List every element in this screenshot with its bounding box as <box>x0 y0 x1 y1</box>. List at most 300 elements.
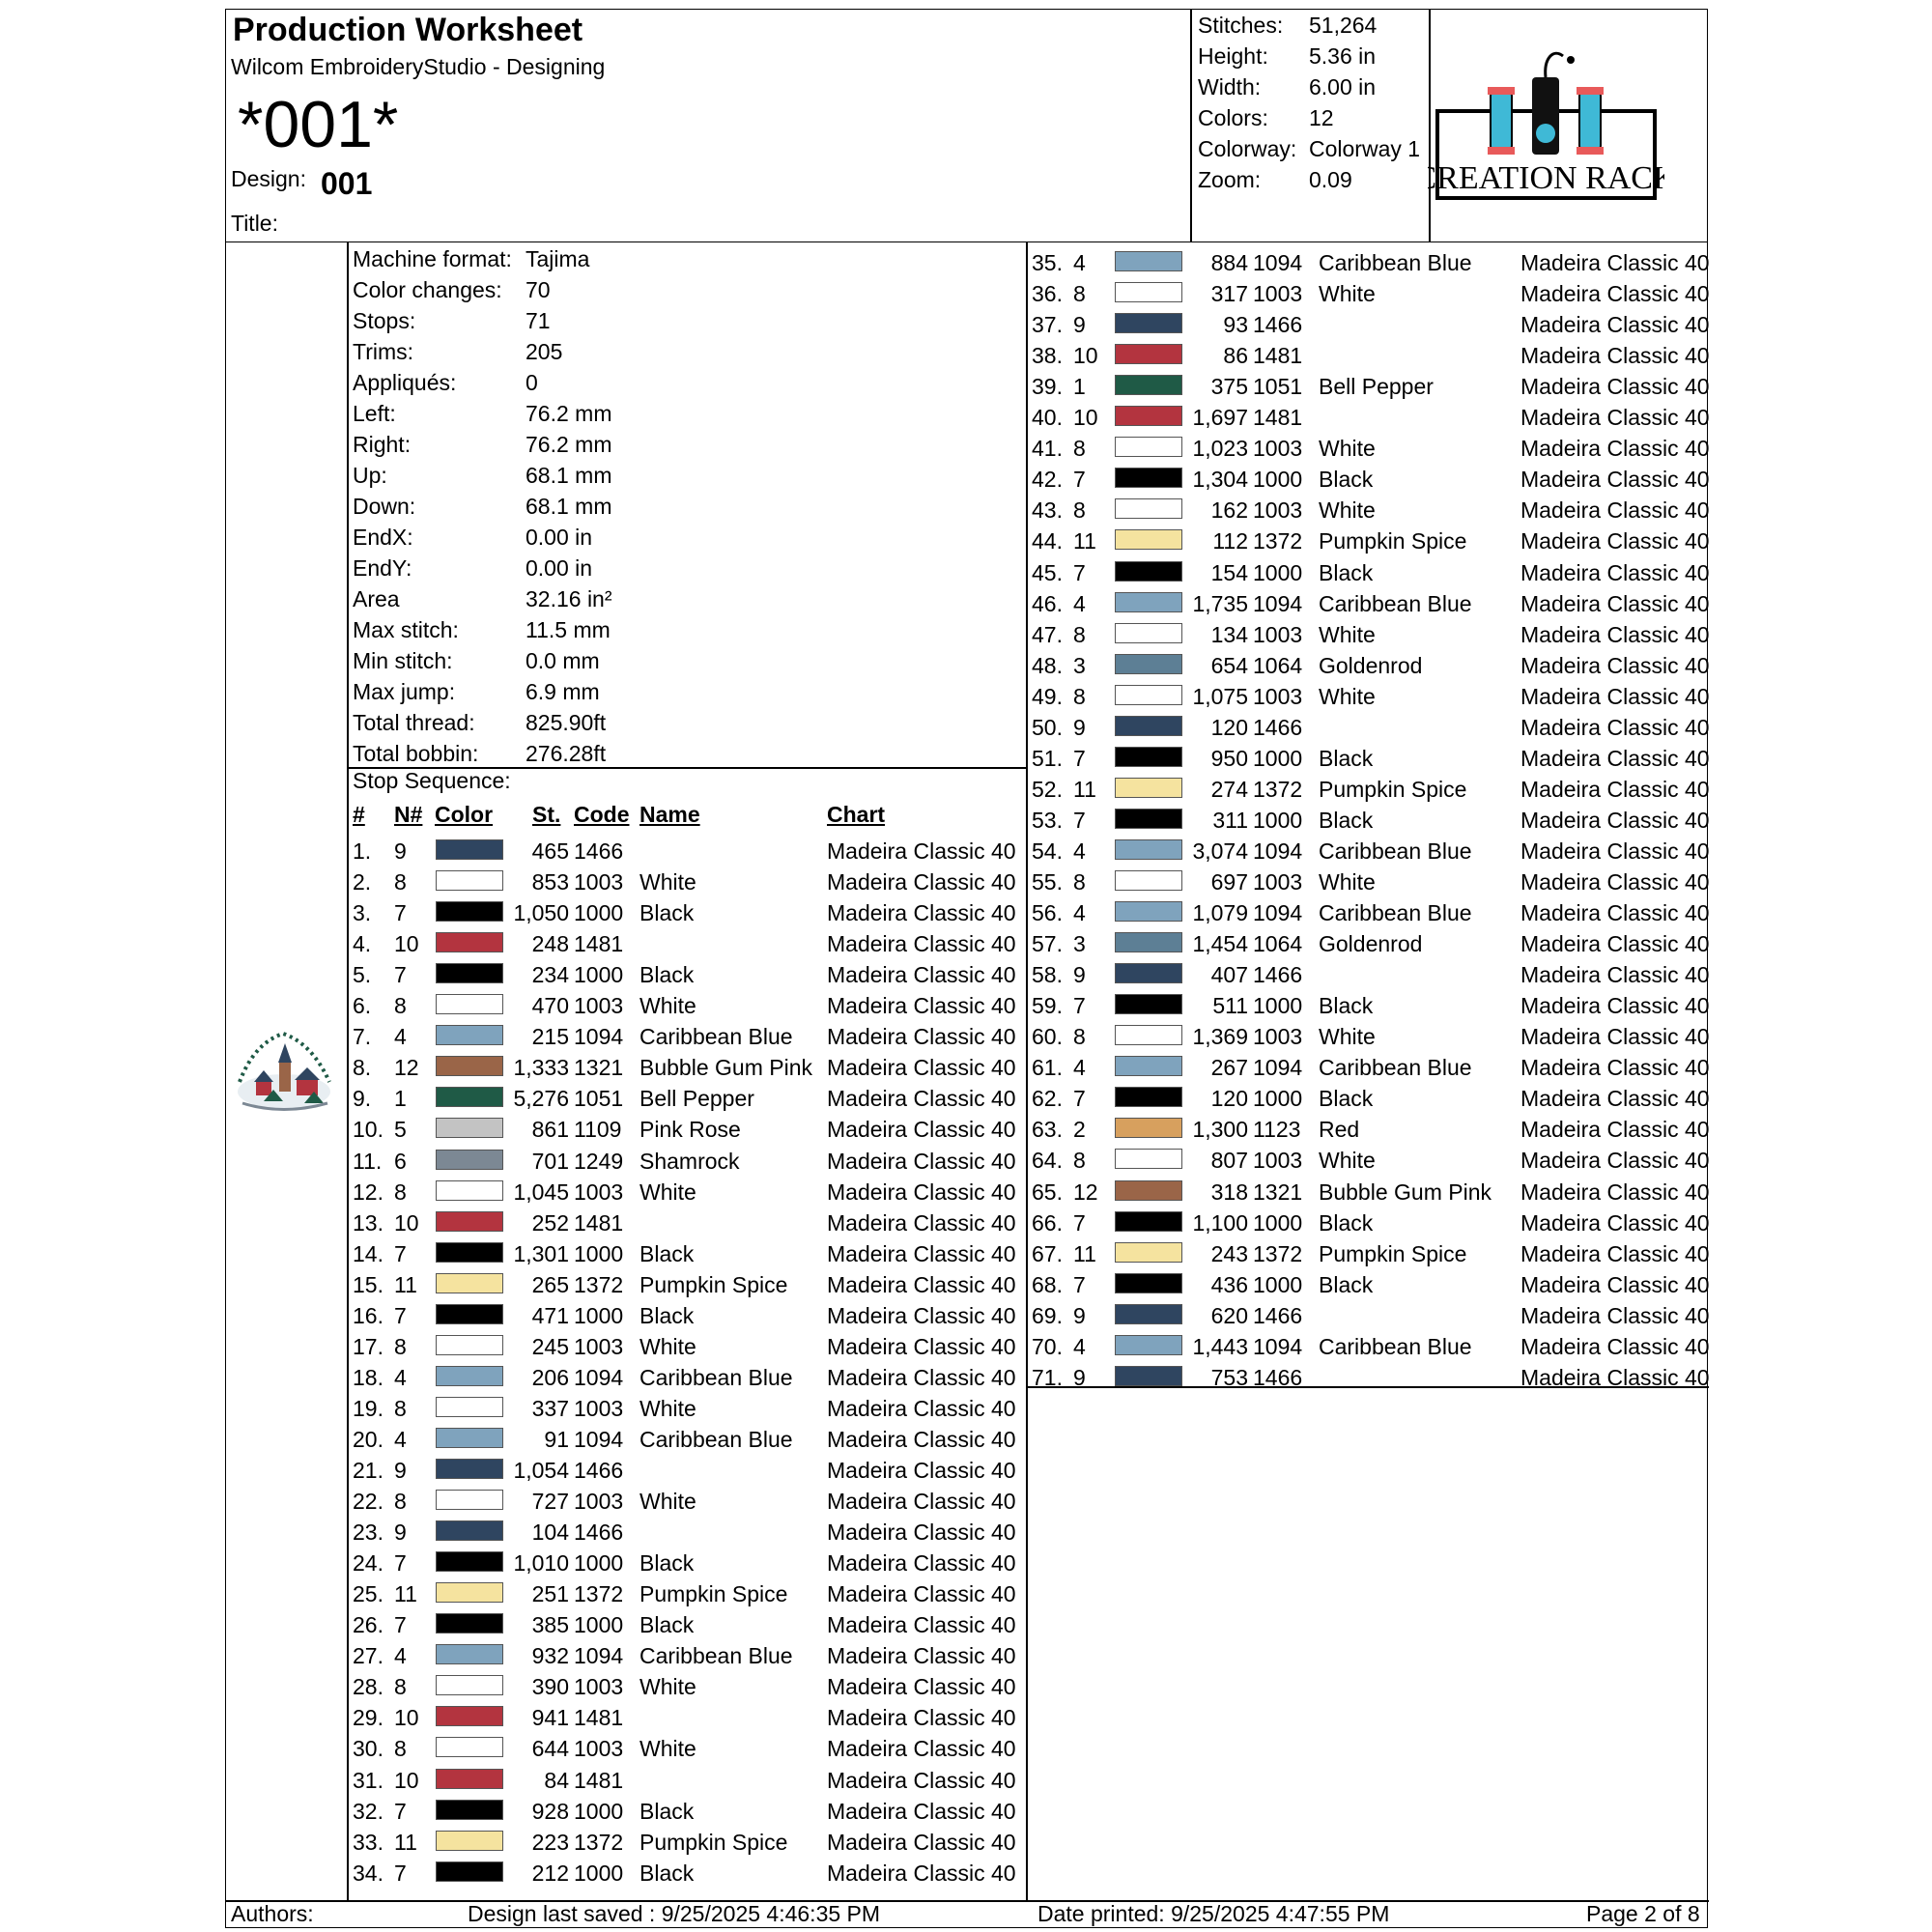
needle-number: 3 <box>1073 931 1086 957</box>
thread-chart: Madeira Classic 40 <box>1520 745 1710 771</box>
color-swatch <box>1115 716 1182 736</box>
stitch-count: 212 <box>531 1860 569 1886</box>
thread-name: Caribbean Blue <box>639 1426 793 1452</box>
thread-name: Black <box>639 1860 695 1886</box>
stitch-count: 1,443 <box>1192 1333 1248 1359</box>
color-swatch <box>436 1397 503 1417</box>
thread-name: Black <box>1319 745 1374 771</box>
thread-name: Caribbean Blue <box>639 1364 793 1390</box>
thread-chart: Madeira Classic 40 <box>827 1674 1016 1700</box>
stitch-count: 511 <box>1212 993 1248 1019</box>
stop-number: 30. <box>353 1736 384 1762</box>
stitch-count: 248 <box>531 931 569 957</box>
thread-name: Caribbean Blue <box>1319 900 1472 926</box>
needle-number: 7 <box>394 1550 407 1577</box>
needle-number: 9 <box>394 838 407 864</box>
thread-chart: Madeira Classic 40 <box>1520 250 1710 275</box>
color-swatch <box>1115 1180 1182 1201</box>
needle-number: 8 <box>1073 1148 1086 1174</box>
stop-number: 59. <box>1032 993 1063 1019</box>
thread-name: Shamrock <box>639 1148 740 1174</box>
stop-number: 62. <box>1032 1086 1063 1112</box>
thread-code: 1372 <box>574 1581 624 1607</box>
stop-number: 42. <box>1032 467 1063 493</box>
needle-number: 8 <box>394 1489 407 1515</box>
stop-number: 19. <box>353 1395 384 1421</box>
needle-number: 8 <box>394 1395 407 1421</box>
thread-name: Black <box>1319 1271 1374 1297</box>
stitch-count: 245 <box>531 1333 569 1359</box>
stop-number: 28. <box>353 1674 384 1700</box>
needle-number: 8 <box>1073 869 1086 895</box>
needle-number: 8 <box>394 869 407 895</box>
stitch-count: 1,054 <box>513 1458 569 1483</box>
stitch-count: 120 <box>1210 1086 1248 1112</box>
stop-number: 22. <box>353 1489 384 1515</box>
thread-code: 1094 <box>1253 838 1303 864</box>
thread-chart: Madeira Classic 40 <box>1520 343 1710 369</box>
thread-code: 1000 <box>574 1798 624 1824</box>
stitch-count: 112 <box>1212 528 1248 554</box>
stop-number: 68. <box>1032 1271 1063 1297</box>
thread-name: Pumpkin Spice <box>639 1271 788 1297</box>
stitch-count: 932 <box>531 1643 569 1669</box>
stitch-count: 317 <box>1210 281 1248 307</box>
color-swatch <box>1115 468 1182 488</box>
thread-name: Black <box>639 1240 695 1266</box>
design-label: Design: <box>231 166 306 191</box>
stitch-count: 104 <box>531 1520 569 1546</box>
color-swatch <box>436 932 503 952</box>
thread-chart: Madeira Classic 40 <box>1520 869 1710 895</box>
col-header-stitches: St. <box>532 802 561 827</box>
info-row: Stops: 71 <box>353 308 551 333</box>
thread-chart: Madeira Classic 40 <box>1520 900 1710 926</box>
thread-chart: Madeira Classic 40 <box>827 962 1016 988</box>
thread-chart: Madeira Classic 40 <box>1520 374 1710 400</box>
thread-chart: Madeira Classic 40 <box>1520 1055 1710 1081</box>
stitch-count: 853 <box>531 869 569 895</box>
needle-number: 4 <box>394 1364 407 1390</box>
thread-code: 1466 <box>1253 1302 1303 1328</box>
needle-number: 8 <box>1073 436 1086 462</box>
color-swatch <box>436 963 503 983</box>
needle-number: 11 <box>1073 528 1096 554</box>
thread-code: 1249 <box>574 1148 624 1174</box>
thread-chart: Madeira Classic 40 <box>1520 1148 1710 1174</box>
thread-chart: Madeira Classic 40 <box>827 1520 1016 1546</box>
stitch-count: 471 <box>531 1302 569 1328</box>
thread-code: 1003 <box>574 1395 624 1421</box>
thread-chart: Madeira Classic 40 <box>827 1550 1016 1577</box>
color-swatch <box>1115 685 1182 705</box>
thread-chart: Madeira Classic 40 <box>827 1860 1016 1886</box>
thread-code: 1003 <box>574 1179 624 1205</box>
stitch-count: 243 <box>1210 1240 1248 1266</box>
thread-chart: Madeira Classic 40 <box>1520 312 1710 338</box>
color-swatch <box>1115 1149 1182 1169</box>
info-row: Trims: 205 <box>353 339 563 364</box>
color-swatch <box>436 1211 503 1232</box>
thread-code: 1094 <box>1253 1333 1303 1359</box>
stitch-count: 1,300 <box>1192 1117 1248 1143</box>
color-swatch <box>436 1706 503 1726</box>
col-header-needle: N# <box>394 802 423 827</box>
needle-number: 9 <box>394 1458 407 1483</box>
stitch-count: 93 <box>1223 312 1248 338</box>
thread-chart: Madeira Classic 40 <box>827 1643 1016 1669</box>
thread-name: Black <box>1319 467 1374 493</box>
color-swatch <box>1115 1025 1182 1045</box>
color-swatch <box>1115 1366 1182 1386</box>
stitch-count: 5,276 <box>513 1086 569 1112</box>
stitch-count: 470 <box>531 993 569 1019</box>
thread-code: 1466 <box>1253 1364 1303 1390</box>
thread-name: White <box>1319 436 1376 462</box>
stitch-count: 234 <box>531 962 569 988</box>
stitch-count: 1,100 <box>1192 1209 1248 1236</box>
needle-number: 8 <box>1073 281 1086 307</box>
thread-name: White <box>1319 621 1376 647</box>
stitch-count: 3,074 <box>1192 838 1248 864</box>
thread-code: 1003 <box>574 1674 624 1700</box>
stitch-count: 251 <box>531 1581 569 1607</box>
thread-chart: Madeira Classic 40 <box>1520 993 1710 1019</box>
thread-chart: Madeira Classic 40 <box>1520 962 1710 988</box>
stop-number: 48. <box>1032 652 1063 678</box>
stitch-count: 941 <box>531 1705 569 1731</box>
design-value: 001 <box>321 166 373 201</box>
color-swatch <box>436 1056 503 1076</box>
needle-number: 9 <box>1073 1302 1086 1328</box>
thread-chart: Madeira Classic 40 <box>827 993 1016 1019</box>
stop-number: 61. <box>1032 1055 1063 1081</box>
stitch-count: 1,454 <box>1192 931 1248 957</box>
col-header-num: # <box>353 802 365 827</box>
stitch-count: 318 <box>1210 1179 1248 1205</box>
thread-code: 1372 <box>1253 1240 1303 1266</box>
stitch-count: 1,697 <box>1192 405 1248 431</box>
needle-number: 9 <box>1073 714 1086 740</box>
thread-code: 1000 <box>1253 559 1303 585</box>
stitch-count: 390 <box>531 1674 569 1700</box>
needle-number: 7 <box>1073 745 1086 771</box>
thread-code: 1003 <box>1253 1148 1303 1174</box>
needle-number: 2 <box>1073 1117 1086 1143</box>
thread-code: 1000 <box>574 1240 624 1266</box>
thread-chart: Madeira Classic 40 <box>1520 1302 1710 1328</box>
thread-name: Pumpkin Spice <box>639 1829 788 1855</box>
color-swatch <box>1115 592 1182 612</box>
stop-number: 67. <box>1032 1240 1063 1266</box>
stop-number: 20. <box>353 1426 384 1452</box>
thread-chart: Madeira Classic 40 <box>827 1209 1016 1236</box>
color-swatch <box>436 1304 503 1324</box>
stop-number: 45. <box>1032 559 1063 585</box>
color-swatch <box>1115 839 1182 860</box>
info-row: Min stitch: 0.0 mm <box>353 648 600 673</box>
thread-code: 1466 <box>1253 714 1303 740</box>
thread-code: 1003 <box>574 869 624 895</box>
thread-code: 1372 <box>574 1271 624 1297</box>
stop-number: 35. <box>1032 250 1063 275</box>
stitch-count: 1,735 <box>1192 590 1248 616</box>
stop-number: 51. <box>1032 745 1063 771</box>
stop-sequence-label: Stop Sequence: <box>353 768 511 793</box>
thread-name: White <box>1319 1024 1376 1050</box>
thread-code: 1003 <box>1253 869 1303 895</box>
stop-number: 69. <box>1032 1302 1063 1328</box>
thread-code: 1003 <box>574 1489 624 1515</box>
color-swatch <box>1115 282 1182 302</box>
stitch-count: 436 <box>1210 1271 1248 1297</box>
needle-number: 8 <box>394 993 407 1019</box>
needle-number: 7 <box>1073 559 1086 585</box>
thread-name: Caribbean Blue <box>639 1643 793 1669</box>
thread-name: Caribbean Blue <box>1319 1333 1472 1359</box>
thread-code: 1051 <box>1253 374 1303 400</box>
info-row: Area 32.16 in² <box>353 586 612 611</box>
color-swatch <box>1115 654 1182 674</box>
stop-number: 57. <box>1032 931 1063 957</box>
stitch-count: 1,369 <box>1192 1024 1248 1050</box>
stitch-count: 337 <box>531 1395 569 1421</box>
thread-code: 1094 <box>1253 900 1303 926</box>
thread-name: White <box>639 993 696 1019</box>
thread-name: White <box>639 1395 696 1421</box>
thread-name: White <box>639 1489 696 1515</box>
needle-number: 8 <box>1073 683 1086 709</box>
thread-name: White <box>1319 1148 1376 1174</box>
stitch-count: 620 <box>1210 1302 1248 1328</box>
thread-name: White <box>1319 869 1376 895</box>
info-row: Max jump: 6.9 mm <box>353 679 600 704</box>
thread-chart: Madeira Classic 40 <box>1520 776 1710 802</box>
stop-number: 3. <box>353 900 372 926</box>
color-swatch <box>1115 870 1182 891</box>
stop-number: 52. <box>1032 776 1063 802</box>
stop-number: 7. <box>353 1024 372 1050</box>
needle-number: 7 <box>1073 807 1086 833</box>
thread-chart: Madeira Classic 40 <box>827 1798 1016 1824</box>
thread-name: Goldenrod <box>1319 931 1423 957</box>
thread-chart: Madeira Classic 40 <box>827 1148 1016 1174</box>
column-divider <box>1026 242 1028 1901</box>
color-swatch <box>436 1273 503 1293</box>
stop-number: 29. <box>353 1705 384 1731</box>
needle-number: 5 <box>394 1117 407 1143</box>
info-row: Up: 68.1 mm <box>353 463 612 488</box>
thread-code: 1003 <box>1253 621 1303 647</box>
thread-chart: Madeira Classic 40 <box>1520 931 1710 957</box>
thread-chart: Madeira Classic 40 <box>827 1271 1016 1297</box>
thread-code: 1051 <box>574 1086 624 1112</box>
color-swatch <box>436 1737 503 1757</box>
stitch-count: 644 <box>531 1736 569 1762</box>
thread-chart: Madeira Classic 40 <box>827 1086 1016 1112</box>
stitch-count: 91 <box>544 1426 569 1452</box>
needle-number: 1 <box>394 1086 407 1112</box>
stitch-count: 311 <box>1212 807 1248 833</box>
thread-chart: Madeira Classic 40 <box>1520 1179 1710 1205</box>
thread-code: 1094 <box>574 1426 624 1452</box>
stop-number: 4. <box>353 931 372 957</box>
info-row: Total thread: 825.90ft <box>353 710 607 735</box>
design-stats <box>1193 10 1421 195</box>
stitch-count: 267 <box>1210 1055 1248 1081</box>
thread-chart: Madeira Classic 40 <box>827 1240 1016 1266</box>
thread-code: 1094 <box>574 1643 624 1669</box>
color-swatch <box>436 1675 503 1695</box>
thread-chart: Madeira Classic 40 <box>827 1489 1016 1515</box>
needle-number: 7 <box>394 1240 407 1266</box>
needle-number: 11 <box>394 1829 417 1855</box>
stitch-count: 1,075 <box>1192 683 1248 709</box>
stitch-count: 1,050 <box>513 900 569 926</box>
needle-number: 11 <box>1073 1240 1096 1266</box>
stop-number: 6. <box>353 993 372 1019</box>
thread-name: Caribbean Blue <box>1319 250 1472 275</box>
thread-chart: Madeira Classic 40 <box>827 1179 1016 1205</box>
stop-number: 44. <box>1032 528 1063 554</box>
color-swatch <box>1115 406 1182 426</box>
thread-name: Pumpkin Spice <box>1319 1240 1467 1266</box>
needle-number: 8 <box>1073 1024 1086 1050</box>
thread-code: 1372 <box>1253 528 1303 554</box>
needle-number: 12 <box>394 1055 419 1081</box>
thread-code: 1000 <box>1253 745 1303 771</box>
thread-code: 1481 <box>574 931 624 957</box>
color-swatch <box>1115 1118 1182 1138</box>
thread-chart: Madeira Classic 40 <box>1520 281 1710 307</box>
needle-number: 8 <box>394 1333 407 1359</box>
stitch-count: 86 <box>1223 343 1248 369</box>
thread-chart: Madeira Classic 40 <box>827 1581 1016 1607</box>
stat-row: Height: 5.36 in <box>1198 43 1377 69</box>
thread-chart: Madeira Classic 40 <box>1520 436 1710 462</box>
stat-row: Colors: 12 <box>1198 105 1334 130</box>
thread-code: 1000 <box>1253 1086 1303 1112</box>
stop-number: 70. <box>1032 1333 1063 1359</box>
stop-number: 24. <box>353 1550 384 1577</box>
authors-label: Authors: <box>231 1901 314 1926</box>
color-swatch <box>1115 963 1182 983</box>
thread-name: Black <box>1319 1209 1374 1236</box>
stitch-count: 950 <box>1210 745 1248 771</box>
thread-chart: Madeira Classic 40 <box>827 1055 1016 1081</box>
info-row: EndX: 0.00 in <box>353 525 593 550</box>
thread-code: 1466 <box>574 1520 624 1546</box>
stop-number: 60. <box>1032 1024 1063 1050</box>
needle-number: 8 <box>394 1179 407 1205</box>
stitch-count: 861 <box>531 1117 569 1143</box>
thread-code: 1321 <box>574 1055 624 1081</box>
needle-number: 7 <box>1073 1209 1086 1236</box>
thread-name: Black <box>1319 993 1374 1019</box>
stop-number: 17. <box>353 1333 384 1359</box>
needle-number: 6 <box>394 1148 407 1174</box>
thread-code: 1123 <box>1253 1117 1301 1143</box>
stop-number: 18. <box>353 1364 384 1390</box>
app-subtitle: Wilcom EmbroideryStudio - Designing <box>231 54 606 79</box>
stitch-count: 385 <box>531 1612 569 1638</box>
stop-number: 2. <box>353 869 372 895</box>
thread-code: 1372 <box>1253 776 1303 802</box>
color-swatch <box>436 1800 503 1820</box>
stop-number: 16. <box>353 1302 384 1328</box>
thread-code: 1481 <box>574 1767 624 1793</box>
page-title: Production Worksheet <box>233 12 583 48</box>
stat-row: Stitches: 51,264 <box>1198 13 1378 38</box>
thread-chart: Madeira Classic 40 <box>1520 652 1710 678</box>
info-row: Total bobbin: 276.28ft <box>353 741 607 766</box>
stitch-count: 727 <box>531 1489 569 1515</box>
thread-chart: Madeira Classic 40 <box>827 1364 1016 1390</box>
stop-number: 49. <box>1032 683 1063 709</box>
thread-code: 1003 <box>1253 1024 1303 1050</box>
color-swatch <box>1115 1242 1182 1263</box>
needle-number: 7 <box>394 1612 407 1638</box>
color-swatch <box>1115 313 1182 333</box>
color-swatch <box>1115 344 1182 364</box>
stitch-count: 206 <box>531 1364 569 1390</box>
color-swatch <box>436 1769 503 1789</box>
needle-number: 12 <box>1073 1179 1098 1205</box>
needle-number: 7 <box>394 1860 407 1886</box>
info-row: Left: 76.2 mm <box>353 401 612 426</box>
needle-number: 7 <box>1073 993 1086 1019</box>
stop-number: 56. <box>1032 900 1063 926</box>
col-header-name: Name <box>639 802 700 827</box>
thread-code: 1372 <box>574 1829 624 1855</box>
stitch-count: 1,010 <box>513 1550 569 1577</box>
stitch-count: 1,301 <box>513 1240 569 1266</box>
needle-number: 4 <box>1073 590 1086 616</box>
thread-chart: Madeira Classic 40 <box>827 1302 1016 1328</box>
color-swatch <box>1115 1273 1182 1293</box>
color-swatch <box>436 1613 503 1634</box>
stop-number: 63. <box>1032 1117 1063 1143</box>
footer-divider <box>226 1900 1709 1902</box>
stitch-count: 265 <box>531 1271 569 1297</box>
thread-name: Bubble Gum Pink <box>639 1055 812 1081</box>
stitch-count: 928 <box>531 1798 569 1824</box>
info-row: Max stitch: 11.5 mm <box>353 617 611 642</box>
needle-number: 4 <box>1073 250 1086 275</box>
stop-number: 53. <box>1032 807 1063 833</box>
needle-number: 11 <box>394 1271 417 1297</box>
stop-number: 31. <box>353 1767 384 1793</box>
thread-chart: Madeira Classic 40 <box>1520 1333 1710 1359</box>
color-swatch <box>436 994 503 1014</box>
date-printed: Date printed: 9/25/2025 4:47:55 PM <box>1037 1901 1390 1926</box>
color-swatch <box>436 1366 503 1386</box>
thread-code: 1003 <box>1253 436 1303 462</box>
stitch-count: 884 <box>1210 250 1248 275</box>
stop-number: 23. <box>353 1520 384 1546</box>
color-swatch <box>436 1490 503 1510</box>
color-swatch <box>436 1335 503 1355</box>
color-swatch <box>436 901 503 922</box>
stop-number: 55. <box>1032 869 1063 895</box>
stop-number: 66. <box>1032 1209 1063 1236</box>
thread-chart: Madeira Classic 40 <box>827 1736 1016 1762</box>
color-swatch <box>1115 561 1182 582</box>
stop-number: 14. <box>353 1240 384 1266</box>
thread-chart: Madeira Classic 40 <box>1520 497 1710 524</box>
thread-name: White <box>1319 497 1376 524</box>
needle-number: 11 <box>394 1581 417 1607</box>
